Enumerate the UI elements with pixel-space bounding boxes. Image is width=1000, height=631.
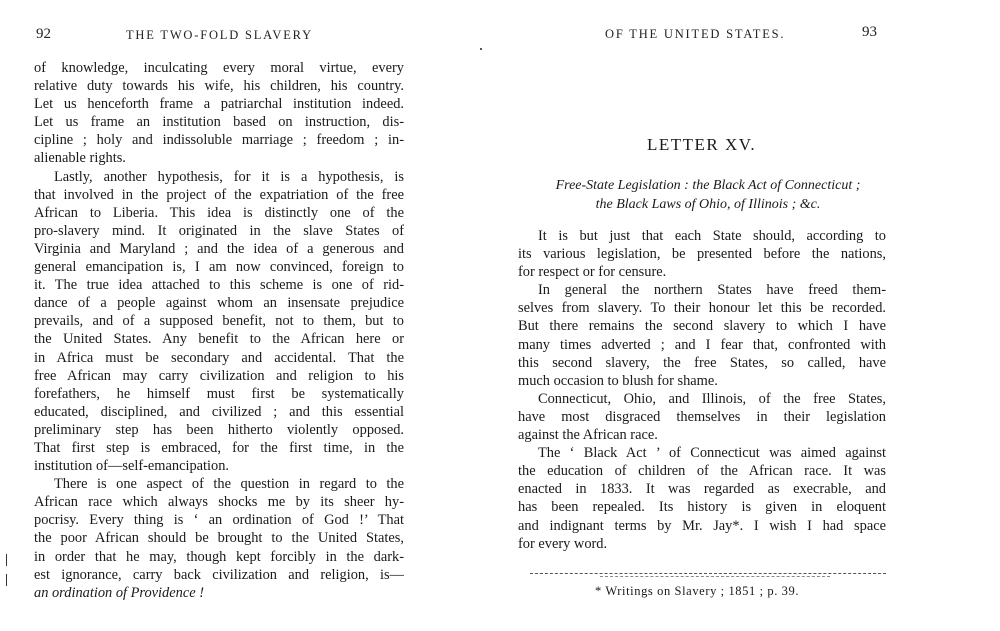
text-line: have most disgraced themselves in their legislation [518,408,886,425]
text-line: selves from slavery. To their honour let this be recorded. [518,300,886,317]
page-number: 92 [36,26,51,42]
text-line: in order that he may, though kept forcibly in the dark- [34,548,404,565]
text-line: an ordination of Providence ! [34,584,204,601]
text-line: Let us frame an institution based on instruction, dis- [34,114,404,131]
text-line: for respect or for censure. [518,264,667,281]
gutter-speck [480,48,482,50]
subtitle-line: the Black Laws of Ohio, of Illinois ; &c. [595,197,821,212]
text-line: The ‘ Black Act ’ of Connecticut was aimed against [538,445,886,462]
left-page [0,0,480,631]
text-line: and indignant terms by Mr. Jay*. I wish I had space [518,517,886,534]
text-line: this second slavery, the free States, so called, have [518,354,886,371]
text-line: general emancipation is, I am now convinced, foreign to [34,259,404,276]
text-line: free African may carry civilization and religion to his [34,367,404,384]
text-line: many times adverted ; and I fear that, confronted with [518,336,886,353]
text-line: There is one aspect of the question in regard to the [54,476,404,493]
page-number: 93 [862,24,877,40]
running-head: OF THE UNITED STATES. [605,27,786,41]
text-line: dance of a people against whom an insensate prejudice [34,295,404,312]
text-line: the poor African should be brought to the United States, [34,530,404,547]
footnote-rule [600,576,830,577]
page-body [34,59,404,602]
letter-heading: LETTER XV. [647,135,757,154]
text-line: has been repealed. Its history is given in eloquent [518,499,886,516]
letter-subtitle [518,176,898,214]
footnote-rule [530,573,886,574]
text-line: relative duty towards his wife, his children, his country. [34,78,404,95]
text-line: the United States. Any benefit to the African here or [34,331,404,348]
text-line: it. The true idea attached to this scheme is one of rid- [34,277,404,294]
text-line: But there remains the second slavery to which I have [518,318,886,335]
text-line: for every word. [518,535,608,552]
text-line: educated, disciplined, and civilized ; and this essential [34,403,404,420]
margin-mark [6,574,7,586]
text-line: its various legislation, be presented before the nations, [518,246,886,263]
right-page [490,0,1000,631]
text-line: In general the northern States have freed them- [538,282,886,299]
text-line: forefathers, he himself must first be systematically [34,385,404,402]
text-line: African to Liberia. This idea is distinctly one of the [34,204,404,221]
text-line: It is but just that each State should, according to [538,228,886,244]
text-line: Lastly, another hypothesis, for it is a hypothesis, is [54,168,404,185]
text-line: pocrisy. Every thing is ‘ an ordination of God !’ That [34,512,404,529]
text-line: Connecticut, Ohio, and Illinois, of the free States, [538,390,886,407]
text-line: against the African race. [518,427,658,444]
text-line: est ignorance, carry back civilization and religion, is— [34,566,404,583]
text-line: of knowledge, inculcating every moral virtue, every [34,60,404,76]
text-line: That first step is embraced, for the first time, in the [34,439,404,456]
running-head: THE TWO-FOLD SLAVERY [126,28,313,42]
text-line: that involved in the project of the expatriation of the free [34,186,404,203]
text-line: Let us henceforth frame a patriarchal institution indeed. [34,96,404,113]
text-line: enacted in 1833. It was regarded as execrable, and [518,481,886,498]
text-line: cipline ; holy and indissoluble marriage ; freedom ; in- [34,132,404,149]
text-line: the education of children of the African race. It was [518,463,886,480]
page-body [518,227,886,553]
text-line: in Africa must be secondary and accidental. That the [34,349,404,366]
text-line: much occasion to blush for shame. [518,372,718,389]
text-line: Virginia and Maryland ; and the idea of a generous and [34,240,404,257]
text-line: prevails, and of a supposed benefit, not to them, but to [34,313,404,330]
text-line: African race which always shocks me by its sheer hy- [34,494,404,511]
text-line: alienable rights. [34,150,126,167]
text-line: pro-slavery mind. It originated in the slave States of [34,222,404,239]
footnote: * Writings on Slavery ; 1851 ; p. 39. [595,584,800,598]
subtitle-line: Free-State Legislation : the Black Act of Connecticut ; [555,178,861,193]
text-line: institution of—self-emancipation. [34,458,230,475]
margin-mark [6,554,7,566]
text-line: preliminary step has been hitherto violently opposed. [34,421,404,438]
